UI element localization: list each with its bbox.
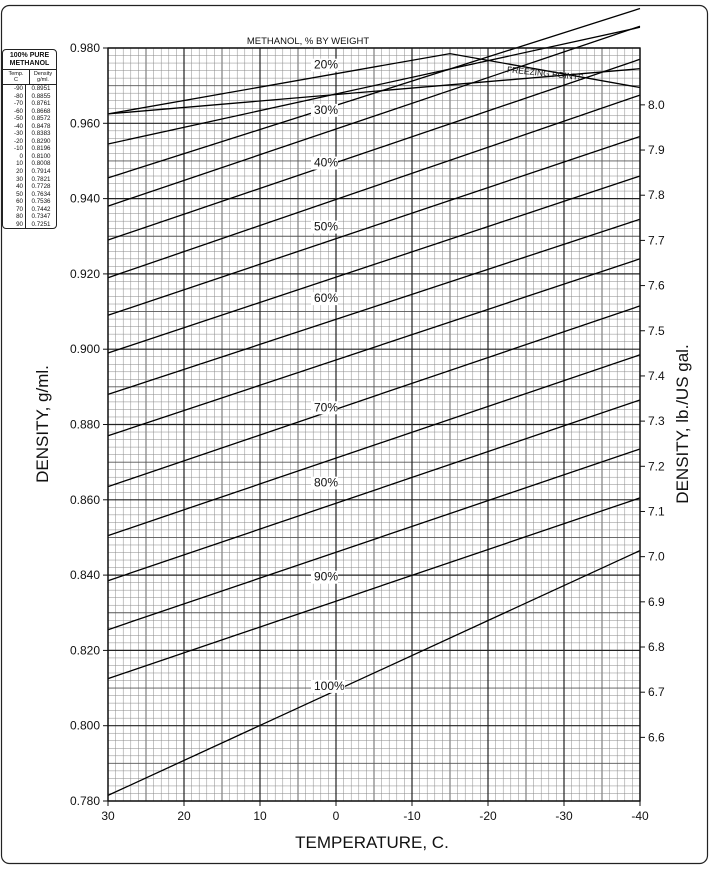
- table-temp-cell: -40: [14, 122, 23, 130]
- series-label: 90%: [314, 569, 339, 584]
- series-label: 40%: [314, 155, 339, 170]
- table-title: [3, 50, 56, 70]
- x-tick-label: -30: [555, 809, 573, 823]
- y2-tick-label: 7.1: [648, 504, 665, 519]
- y2-tick-label: 7.3: [648, 414, 665, 429]
- y-tick-label: 0.920: [69, 266, 100, 281]
- table-temp-cell: -50: [14, 115, 23, 123]
- y-axis-ticks: [70, 41, 108, 808]
- table-density-cell: 0.8855: [31, 92, 51, 100]
- y2-tick-label: 7.4: [648, 368, 665, 383]
- table-temp-cell: 50: [16, 190, 23, 198]
- table-density-cell: 0.8383: [31, 130, 51, 138]
- table-header-temp: Temp. C: [3, 70, 30, 84]
- x-tick-label: 30: [101, 809, 115, 823]
- table-density-cell: 0.7914: [31, 168, 51, 176]
- table-title-line1: 100% PURE: [9, 52, 50, 59]
- freezing-points-label: FREEZING POINTS: [506, 64, 585, 83]
- x-tick-label: -10: [403, 809, 421, 823]
- table-density-cell: 0.8951: [31, 85, 51, 92]
- table-temp-cell: -90: [14, 85, 23, 92]
- table-density-cell: 0.8572: [31, 115, 51, 123]
- pure-methanol-table: [2, 49, 57, 229]
- table-temp-cell: 90: [16, 220, 23, 228]
- table-temp-cell: 20: [16, 168, 23, 176]
- y2-tick-label: 6.7: [648, 685, 665, 700]
- table-temp-cell: -70: [14, 100, 23, 108]
- table-density-cell: 0.7536: [31, 198, 51, 206]
- series-label: 30%: [314, 102, 339, 117]
- table-temp-cell: 60: [16, 198, 23, 206]
- table-temp-cell: 10: [16, 160, 23, 168]
- table-density-cell: 0.8100: [31, 152, 51, 160]
- y2-tick-label: 7.5: [648, 323, 665, 338]
- table-temp-cell: 40: [16, 183, 23, 191]
- table-temp-cell: -60: [14, 107, 23, 115]
- y2-axis-ticks: [640, 98, 665, 745]
- series-label: 100%: [314, 678, 345, 693]
- x-tick-label: 0: [332, 809, 340, 823]
- y-tick-label: 0.940: [69, 191, 100, 206]
- table-temp-column: [3, 85, 26, 228]
- y2-tick-label: 7.2: [648, 459, 665, 474]
- y-tick-label: 0.960: [69, 116, 100, 131]
- y-tick-label: 0.820: [69, 643, 100, 658]
- table-density-cell: 0.7728: [31, 183, 51, 191]
- y-tick-label: 0.840: [69, 568, 100, 583]
- y-tick-label: 0.880: [69, 417, 100, 432]
- x-tick-label: -40: [631, 809, 649, 823]
- y-axis-title: DENSITY, g/ml.: [33, 365, 52, 483]
- table-temp-cell: -80: [14, 92, 23, 100]
- table-body: [3, 85, 56, 228]
- y2-tick-label: 7.9: [648, 143, 665, 158]
- y2-tick-label: 8.0: [648, 97, 665, 112]
- series-label: 50%: [314, 219, 339, 234]
- table-density-cell: 0.7442: [31, 205, 51, 213]
- x-tick-label: 20: [177, 809, 191, 823]
- x-axis-title: TEMPERATURE, C.: [295, 833, 449, 852]
- table-density-cell: 0.7634: [31, 190, 51, 198]
- y2-tick-label: 6.8: [648, 640, 665, 655]
- table-density-cell: 0.8478: [31, 122, 51, 130]
- y-tick-label: 0.780: [69, 794, 100, 808]
- table-density-cell: 0.7347: [31, 213, 51, 221]
- series-label: 20%: [314, 57, 339, 72]
- chart-title: METHANOL, % BY WEIGHT: [246, 36, 370, 47]
- y-tick-label: 0.860: [69, 492, 100, 507]
- y2-tick-label: 7.6: [648, 278, 665, 293]
- x-axis-ticks: [101, 801, 649, 823]
- table-density-column: [26, 85, 56, 228]
- table-density-cell: 0.7251: [31, 220, 51, 228]
- y-tick-label: 0.800: [69, 718, 100, 733]
- table-header-density: Density g/ml.: [33, 71, 53, 83]
- table-density-cell: 0.8196: [31, 145, 51, 153]
- table-density-cell: 0.7821: [31, 175, 51, 183]
- x-tick-label: -20: [479, 809, 497, 823]
- table-temp-cell: 0: [19, 152, 23, 160]
- table-temp-cell: -10: [14, 145, 23, 153]
- table-temp-cell: 80: [16, 213, 23, 221]
- table-temp-cell: 30: [16, 175, 23, 183]
- table-title-line2: METHANOL: [9, 60, 50, 67]
- table-temp-cell: 70: [16, 205, 23, 213]
- y-tick-label: 0.900: [69, 342, 100, 357]
- y2-tick-label: 7.8: [648, 188, 665, 203]
- table-header: [3, 70, 56, 85]
- series-label: 60%: [314, 291, 339, 306]
- y2-tick-label: 6.6: [648, 730, 665, 745]
- table-temp-cell: -20: [14, 137, 23, 145]
- table-density-cell: 0.8290: [31, 137, 51, 145]
- x-tick-label: 10: [253, 809, 267, 823]
- table-density-cell: 0.8668: [31, 107, 51, 115]
- y2-tick-label: 7.0: [648, 549, 665, 564]
- y2-tick-label: 6.9: [648, 594, 665, 609]
- y2-tick-label: 7.7: [648, 233, 665, 248]
- table-temp-cell: -30: [14, 130, 23, 138]
- y2-axis-title: DENSITY, lb./US gal.: [673, 344, 692, 504]
- y-tick-label: 0.980: [69, 41, 100, 55]
- table-density-cell: 0.8761: [31, 100, 51, 108]
- series-label: 80%: [314, 475, 339, 490]
- series-label: 70%: [314, 400, 339, 415]
- table-density-cell: 0.8008: [31, 160, 51, 168]
